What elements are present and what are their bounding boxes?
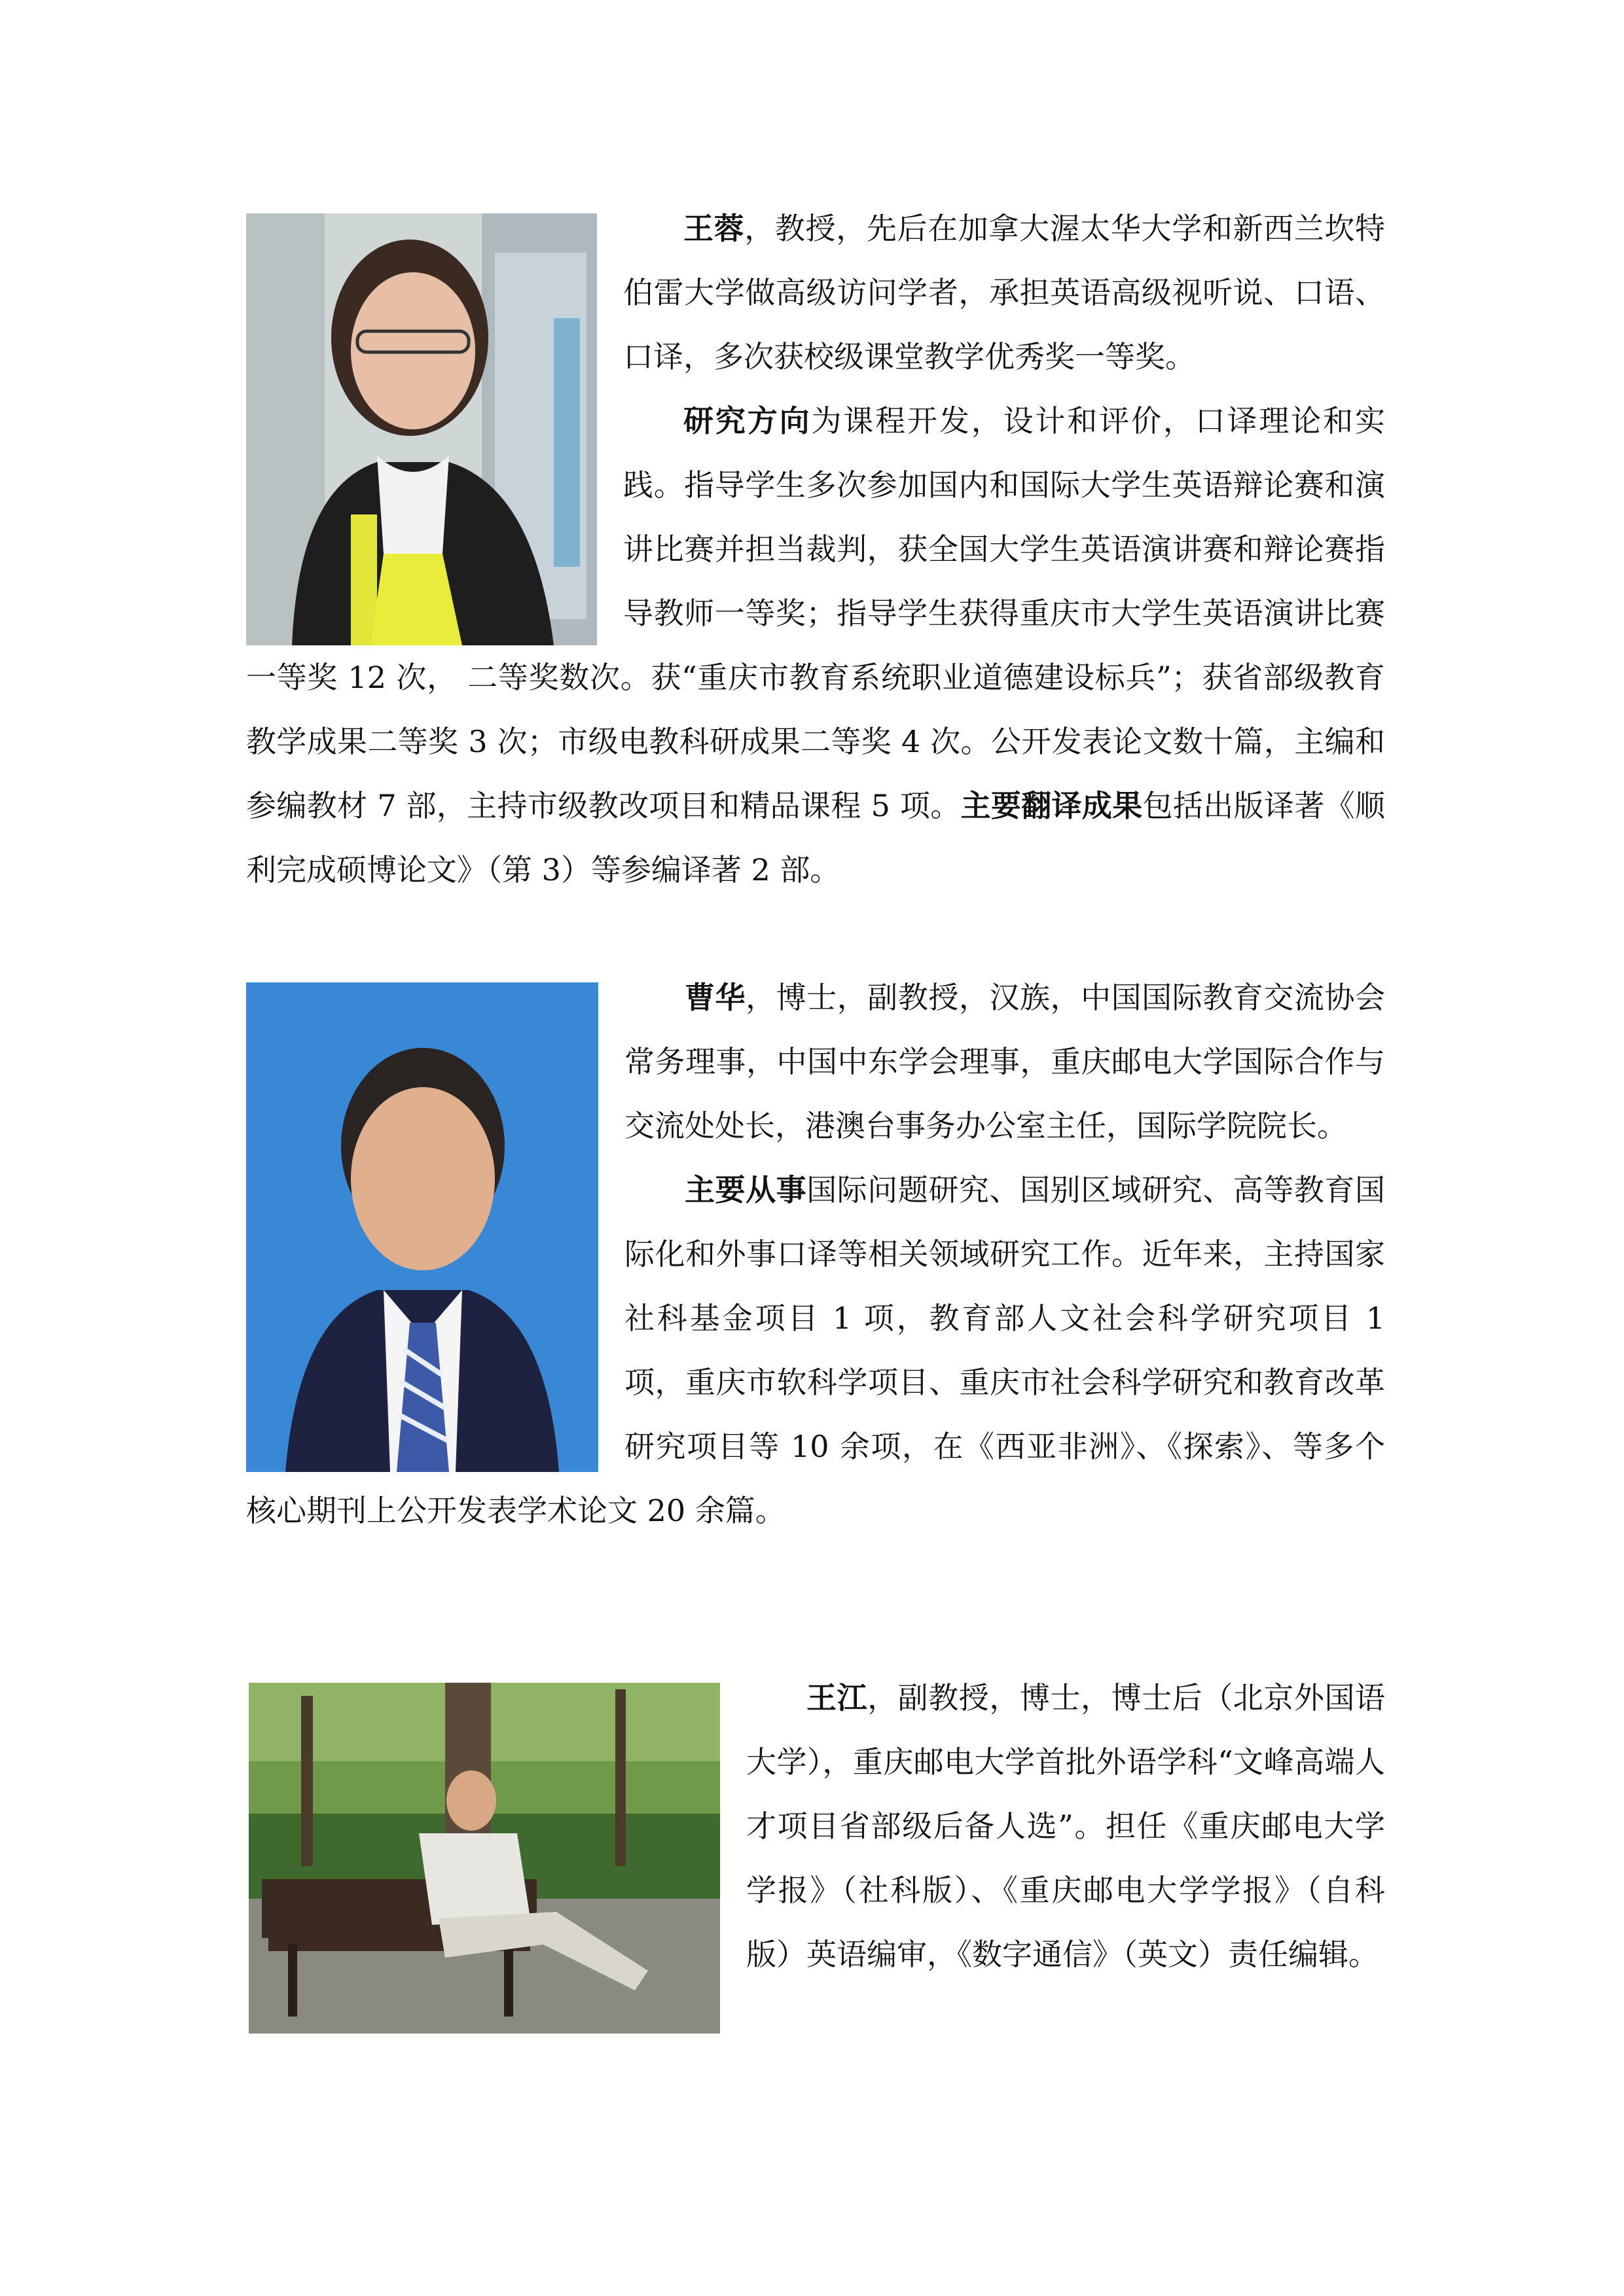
bio-heading-research: 研究方向	[683, 403, 812, 439]
portrait-photo-cao-hua	[246, 982, 598, 1472]
bio-heading-translation: 主要翻译成果	[960, 788, 1143, 823]
bio-name: 王江	[806, 1680, 868, 1715]
portrait-photo-wang-jiang	[249, 1683, 720, 2034]
bio-research-text: 为课程开发，设计和评价，口译理论和实践。指导学生多次参加国内和国际大学生英语辩论赛和演讲比赛并担当裁判，获全国大学生英语演讲赛和辩论赛指导教师一等奖；指导学生获得重庆市大学生英语演讲比赛一等奖 12 次， 二等奖数次。获“重庆市教育系统职业道德建设标兵”；获省部级教育教学成果二等奖 3 次；市级电教科研成果二等奖 4 次。公开发表论文数十篇，主编和参编教材 7 部，主持市级教改项目和精品课程 5 项。	[246, 403, 1386, 823]
bio-translation-text: 包括出版译著《顺利完成硕博论文》（第 3）等参编译著 2 部。	[246, 788, 1386, 888]
bio-heading-research: 主要从事	[685, 1172, 807, 1208]
bio-name: 王蓉	[683, 211, 745, 246]
bio-intro-text: ，教授，先后在加拿大渥太华大学和新西兰坎特伯雷大学做高级访问学者，承担英语高级视听说、口语、口译，多次获校级课堂教学优秀奖一等奖。	[623, 211, 1386, 374]
bio-intro-text: ，副教授，博士，博士后（北京外国语大学），重庆邮电大学首批外语学科“文峰高端人才项目省部级后备人选”。担任《重庆邮电大学学报》（社科版）、《重庆邮电大学学报》（自科版）英语编审，《数字通信》（英文）责任编辑。	[746, 1680, 1386, 1972]
bio-wang-rong	[246, 196, 1385, 902]
bio-name: 曹华	[685, 980, 746, 1015]
bio-cao-hua	[246, 965, 1385, 1543]
bio-intro-text: ，博士，副教授，汉族，中国国际教育交流协会常务理事，中国中东学会理事，重庆邮电大学国际合作与交流处处长，港澳台事务办公室主任，国际学院院长。	[624, 980, 1386, 1143]
bio-wang-jiang	[246, 1666, 1385, 2034]
portrait-photo-wang-rong	[246, 213, 597, 645]
bio-research-text: 国际问题研究、国别区域研究、高等教育国际化和外事口译等相关领域研究工作。近年来，主持国家社科基金项目 1 项，教育部人文社会科学研究项目 1 项，重庆市软科学项目、重庆市社会科学研究和教育改革研究项目等 10 余项，在《西亚非洲》、《探索》、等多个核心期刊上公开发表学术论文 20 余篇。	[246, 1172, 1386, 1528]
